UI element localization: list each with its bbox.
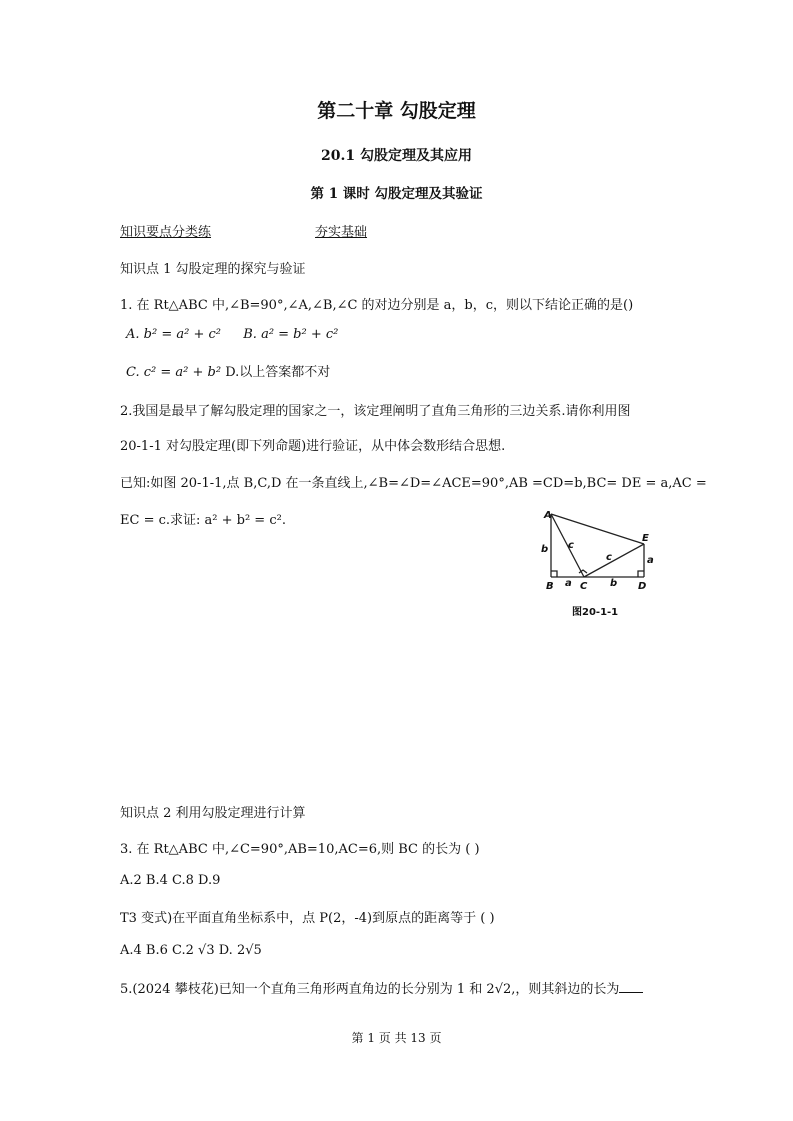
question-3-options: A.2 B.4 C.8 D.9 bbox=[120, 873, 221, 888]
question-1: 1. 在 Rt△ABC 中,∠B=90°,∠A,∠B,∠C 的对边分别是 a，b，c，则以下结论正确的是() bbox=[120, 298, 634, 313]
knowledge-point-2: 知识点 2 利用勾股定理进行计算 bbox=[120, 806, 306, 821]
q1-option-c: C. c² = a² + b² bbox=[126, 365, 222, 380]
label-a-bottom: a bbox=[565, 578, 572, 589]
label-B: B bbox=[546, 581, 554, 592]
figure-20-1-1 bbox=[534, 506, 674, 596]
answer-blank[interactable] bbox=[619, 979, 643, 993]
chapter-title: 第二十章 勾股定理 bbox=[317, 100, 476, 122]
label-c-right: c bbox=[606, 552, 612, 563]
question-2-given: 已知:如图 20-1-1,点 B,C,D 在一条直线上,∠B=∠D=∠ACE=90°,AB =CD=b,BC= DE = a,AC = bbox=[120, 476, 707, 491]
heading-left: 知识要点分类练 bbox=[120, 225, 212, 240]
question-2-line-2: 20-1-1 对勾股定理(即下列命题)进行验证，从中体会数形结合思想. bbox=[120, 439, 506, 454]
q1-option-d: D.以上答案都不对 bbox=[225, 365, 331, 380]
question-4-options: A.4 B.6 C.2 √3 D. 2√5 bbox=[120, 943, 262, 958]
lesson-title: 第 1 课时 勾股定理及其验证 bbox=[310, 186, 483, 202]
knowledge-point-1: 知识点 1 勾股定理的探究与验证 bbox=[120, 262, 306, 277]
q1-option-b: B. a² = b² + c² bbox=[243, 327, 339, 342]
label-C: C bbox=[580, 581, 588, 592]
question-3: 3. 在 Rt△ABC 中,∠C=90°,AB=10,AC=6,则 BC 的长为 ( ) bbox=[120, 842, 480, 857]
section-title: 20.1 勾股定理及其应用 bbox=[321, 148, 472, 164]
label-A: A bbox=[544, 510, 552, 521]
heading-right: 夯实基础 bbox=[315, 225, 368, 240]
label-b-bottom: b bbox=[610, 578, 618, 589]
question-4: T3 变式)在平面直角坐标系中，点 P(2，-4)到原点的距离等于 ( ) bbox=[120, 911, 495, 926]
label-E: E bbox=[642, 533, 649, 544]
page-footer: 第 1 页 共 13 页 bbox=[351, 1031, 442, 1045]
q1-options-ab bbox=[126, 327, 338, 342]
label-a-right: a bbox=[647, 555, 654, 566]
q1-option-a: A. b² = a² + c² bbox=[126, 327, 221, 342]
question-2-line-1: 2.我国是最早了解勾股定理的国家之一，该定理阐明了直角三角形的三边关系.请你利用图 bbox=[120, 404, 631, 419]
practice-heading bbox=[120, 221, 367, 240]
label-D: D bbox=[638, 581, 647, 592]
question-2-prove: EC = c.求证: a² + b² = c². bbox=[120, 513, 286, 528]
q1-options-cd bbox=[126, 361, 330, 380]
label-c-left: c bbox=[568, 540, 574, 551]
figure-caption: 图20-1-1 bbox=[572, 607, 619, 618]
question-5-text: 5.(2024 攀枝花)已知一个直角三角形两直角边的长分别为 1 和 2√2,，则其斜边的长为 bbox=[120, 982, 620, 997]
label-b-left: b bbox=[541, 544, 549, 555]
question-5 bbox=[120, 978, 643, 997]
